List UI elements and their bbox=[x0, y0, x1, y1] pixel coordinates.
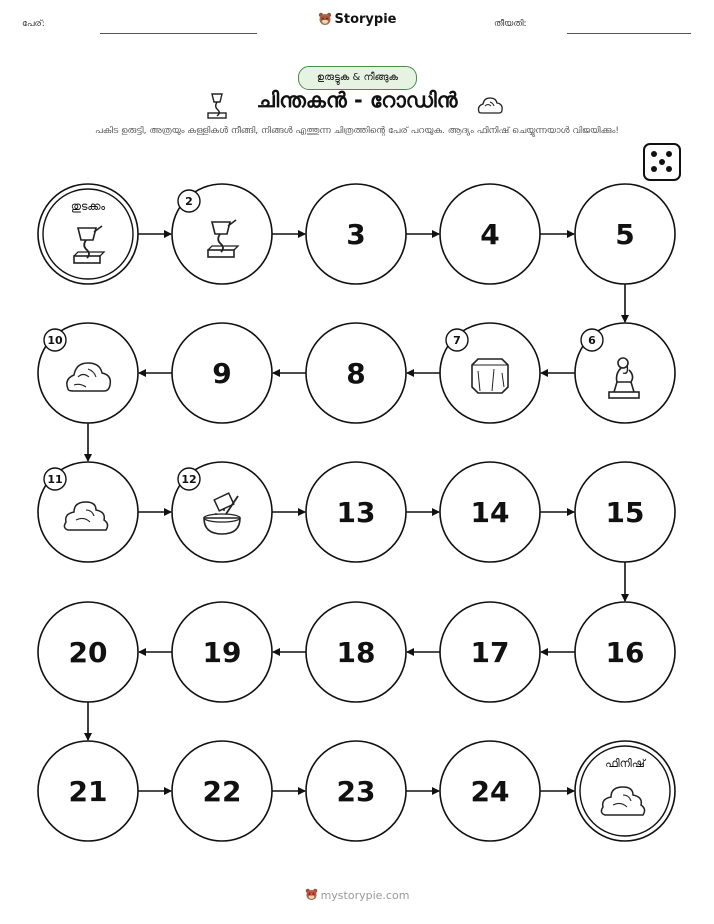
board-cell-5[interactable] bbox=[575, 184, 675, 284]
board-cell-4[interactable] bbox=[440, 184, 540, 284]
cell-number-badge-text: 11 bbox=[47, 473, 63, 486]
date-label: തീയതി: bbox=[494, 19, 527, 29]
board-cell-10[interactable] bbox=[38, 323, 138, 423]
board-cell-24[interactable] bbox=[440, 741, 540, 841]
cell-number: 18 bbox=[336, 636, 376, 669]
cell-number: 13 bbox=[336, 496, 376, 529]
cell-number: 3 bbox=[346, 218, 366, 251]
cell-number: 4 bbox=[480, 218, 500, 251]
cell-number: 19 bbox=[202, 636, 242, 669]
board-cell-18[interactable] bbox=[306, 602, 406, 702]
cell-number-badge-text: 6 bbox=[588, 334, 596, 347]
board-cell-25[interactable] bbox=[575, 741, 675, 841]
board-cell-2[interactable] bbox=[172, 184, 272, 284]
board-cell-21[interactable] bbox=[38, 741, 138, 841]
cell-number-badge-text: 7 bbox=[453, 334, 461, 347]
board-cell-16[interactable] bbox=[575, 602, 675, 702]
start-label: തുടക്കം bbox=[70, 200, 106, 213]
cell-number: 21 bbox=[68, 775, 108, 808]
board-cell-8[interactable] bbox=[306, 323, 406, 423]
cell-number: 8 bbox=[346, 357, 366, 390]
board-cell-19[interactable] bbox=[172, 602, 272, 702]
board-cell-9[interactable] bbox=[172, 323, 272, 423]
cell-number: 20 bbox=[68, 636, 108, 669]
cell-circle bbox=[38, 184, 138, 284]
cell-number: 5 bbox=[615, 218, 635, 251]
brand-name: Storypie bbox=[334, 12, 397, 27]
finish-label: ഫിനിഷ് bbox=[605, 757, 645, 770]
cell-circle bbox=[575, 741, 675, 841]
board-cell-1[interactable] bbox=[38, 184, 138, 284]
cell-number-badge-text: 12 bbox=[181, 473, 197, 486]
cell-number: 23 bbox=[336, 775, 376, 808]
cell-number: 24 bbox=[470, 775, 510, 808]
board-cell-17[interactable] bbox=[440, 602, 540, 702]
footer-url: mystorypie.com bbox=[320, 889, 410, 902]
cell-number: 14 bbox=[470, 496, 510, 529]
cell-number: 16 bbox=[605, 636, 645, 669]
page-title: ചിന്തകൻ - റോഡിൻ bbox=[256, 88, 458, 112]
category-badge: ഉരുട്ടുക & നീങ്ങുക bbox=[298, 66, 417, 90]
board-cell-13[interactable] bbox=[306, 462, 406, 562]
instructions: പകിട ഉരുട്ടി, അത്രയും കള്ളികൾ നീങ്ങി, നിങ്ങൾ എത്തുന്ന ചിത്രത്തിന്റെ പേര് പറയുക. ആദ്യം ഫിനിഷ് ചെയ്യുന്നയാൾ വിജയിക്കും! bbox=[95, 126, 619, 136]
board-cell-20[interactable] bbox=[38, 602, 138, 702]
bear-mascot-icon bbox=[305, 888, 318, 901]
board-cell-14[interactable] bbox=[440, 462, 540, 562]
cell-number: 9 bbox=[212, 357, 232, 390]
cell-number: 22 bbox=[202, 775, 242, 808]
footer bbox=[0, 888, 714, 902]
name-label: പേര്: bbox=[22, 19, 45, 29]
cell-number: 15 bbox=[605, 496, 645, 529]
board-cell-23[interactable] bbox=[306, 741, 406, 841]
cell-number-badge-text: 10 bbox=[47, 334, 63, 347]
board-cell-3[interactable] bbox=[306, 184, 406, 284]
board-cell-7[interactable] bbox=[440, 323, 540, 423]
board-cell-6[interactable] bbox=[575, 323, 675, 423]
board-cell-22[interactable] bbox=[172, 741, 272, 841]
board-cell-11[interactable] bbox=[38, 462, 138, 562]
board-cell-12[interactable] bbox=[172, 462, 272, 562]
board-cell-15[interactable] bbox=[575, 462, 675, 562]
cell-number-badge-text: 2 bbox=[185, 195, 193, 208]
cell-number: 17 bbox=[470, 636, 510, 669]
